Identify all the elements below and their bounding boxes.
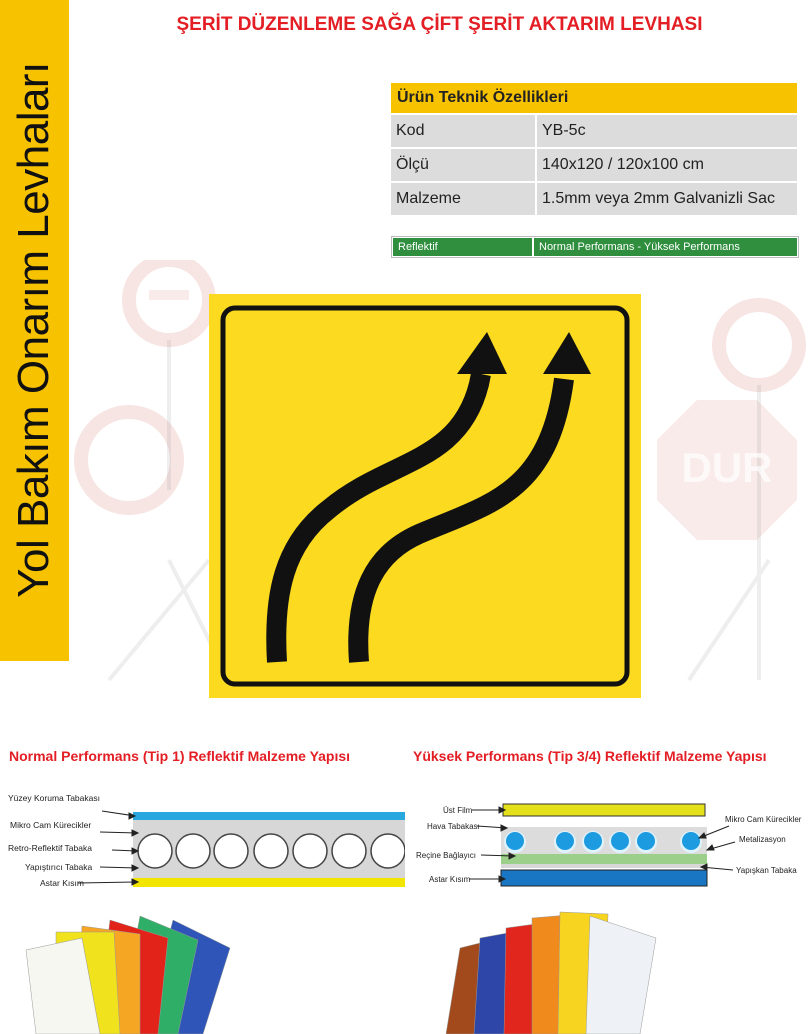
high-structure-diagram <box>405 790 810 895</box>
reflective-row <box>391 236 799 258</box>
high-structure-title: Yüksek Performans (Tip 3/4) Reflektif Malzeme Yapısı <box>413 748 767 764</box>
high-reflective-swatches <box>440 908 670 1034</box>
reflective-value: Normal Performans - Yüksek Performans <box>533 237 798 257</box>
high-layer-label: Mikro Cam Kürecikler <box>725 815 802 824</box>
high-layer-label: Yapışkan Tabaka <box>736 866 797 875</box>
spec-table <box>391 81 797 215</box>
spec-row <box>391 148 797 182</box>
high-layer-label: Üst Film <box>443 806 473 815</box>
normal-layer-label: Yapıştırıcı Tabaka <box>25 862 93 872</box>
spec-table-header: Ürün Teknik Özellikleri <box>391 82 797 114</box>
spec-key: Ölçü <box>391 148 536 182</box>
sidebar-banner <box>0 0 69 661</box>
spec-key: Kod <box>391 114 536 148</box>
high-layer-label: Hava Tabakası <box>427 822 480 831</box>
normal-layer-label: Astar Kısım <box>40 878 84 888</box>
normal-layer-label: Yüzey Koruma Tabakası <box>8 793 100 803</box>
high-layer-label: Astar Kısım <box>429 875 471 884</box>
lane-shift-sign-icon <box>209 294 641 698</box>
normal-layer-label: Retro-Reflektif Tabaka <box>8 843 92 853</box>
sidebar-title: Yol Bakım Onarım Levhaları <box>9 62 58 598</box>
spec-value: 140x120 / 120x100 cm <box>536 148 797 182</box>
spec-value: YB-5c <box>536 114 797 148</box>
normal-layer-label: Mikro Cam Kürecikler <box>10 820 92 830</box>
high-layer-label: Metalizasyon <box>739 835 786 844</box>
page-title: ŞERİT DÜZENLEME SAĞA ÇİFT ŞERİT AKTARIM LEVHASI <box>176 14 703 35</box>
normal-structure-diagram <box>0 785 405 890</box>
spec-row <box>391 114 797 148</box>
background-stop-text: DUR <box>681 444 773 491</box>
spec-value: 1.5mm veya 2mm Galvanizli Sac <box>536 182 797 215</box>
spec-row <box>391 182 797 215</box>
normal-structure-title: Normal Performans (Tip 1) Reflektif Malzeme Yapısı <box>9 748 351 764</box>
reflective-key: Reflektif <box>392 237 533 257</box>
spec-key: Malzeme <box>391 182 536 215</box>
high-layer-label: Reçine Bağlayıcı <box>416 851 477 860</box>
normal-reflective-swatches <box>18 908 238 1034</box>
